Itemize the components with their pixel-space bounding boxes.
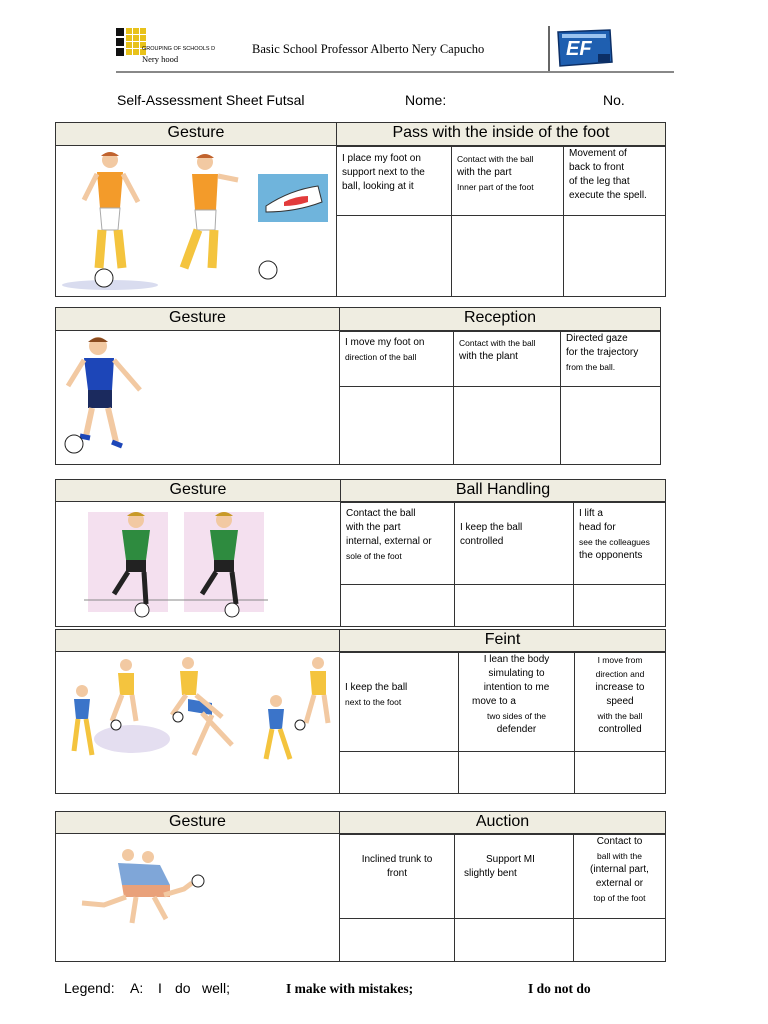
pass-gesture-header xyxy=(55,122,337,146)
feint-answer-2[interactable] xyxy=(458,751,575,794)
legend-b: I make with mistakes; xyxy=(286,981,414,996)
handling-c3-line: see the colleagues xyxy=(579,537,650,547)
feint-title-header xyxy=(339,629,666,652)
handling-title-header xyxy=(340,479,666,502)
auction-c3-line: Contact to xyxy=(596,836,643,847)
auction-c3-line: external or xyxy=(595,878,644,889)
pass-answer-1[interactable] xyxy=(336,215,452,297)
pass-illustration xyxy=(60,150,332,292)
pass-c3-line: of the leg that xyxy=(569,176,630,187)
pass-c1-line: support next to the xyxy=(342,167,425,178)
handling-gesture-label: Gesture xyxy=(169,481,227,498)
feint-c2-line: I lean the body xyxy=(483,654,550,665)
auction-c1-line: front xyxy=(386,868,407,879)
reception-c3-line: from the ball. xyxy=(566,362,616,372)
legend-a-word: well; xyxy=(202,980,231,996)
sheet-title: Self-Assessment Sheet Futsal xyxy=(117,92,305,108)
pass-answer-2[interactable] xyxy=(451,215,564,297)
reception-gesture-label: Gesture xyxy=(169,309,226,326)
pass-c1-line: I place my foot on xyxy=(342,153,421,164)
pass-c3-line: Movement of xyxy=(569,148,627,159)
feint-c1-line: I keep the ball xyxy=(345,682,408,693)
pass-criterion-1 xyxy=(336,146,452,216)
auction-c3-line: ball with the xyxy=(597,851,642,861)
feint-illustration xyxy=(62,655,334,767)
school-logo-subtext: Nery hood xyxy=(142,54,179,64)
handling-c2-line: controlled xyxy=(460,536,504,547)
reception-answer-3[interactable] xyxy=(560,386,661,465)
feint-c2-line: move to a xyxy=(472,696,516,707)
auction-answer-2[interactable] xyxy=(454,918,574,962)
auction-criterion-3 xyxy=(573,834,666,919)
handling-criterion-3 xyxy=(573,502,666,585)
name-label: Nome: xyxy=(405,92,447,108)
pass-title-header xyxy=(336,122,666,146)
auction-c3-line: top of the foot xyxy=(593,893,646,903)
handling-illustration xyxy=(84,508,268,620)
handling-c2-line: I keep the ball xyxy=(460,522,523,533)
feint-c3-line: with the ball xyxy=(597,711,643,721)
auction-answer-1[interactable] xyxy=(339,918,455,962)
number-label: No. xyxy=(603,92,625,108)
auction-criterion-1 xyxy=(339,834,455,919)
ef-logo-text: EF xyxy=(566,38,592,60)
header-divider xyxy=(548,26,550,72)
auction-c2-line: Support MI xyxy=(486,854,535,865)
handling-c1-line: with the part xyxy=(346,522,401,533)
pass-player-1 xyxy=(84,152,138,287)
auction-c2-line: slightly bent xyxy=(464,868,517,879)
legend-a-word: do xyxy=(175,980,191,996)
reception-c1-line: direction of the ball xyxy=(345,352,417,362)
reception-gesture-header xyxy=(55,307,340,331)
school-title: Basic School Professor Alberto Nery Capucho xyxy=(252,42,485,56)
auction-c3-line: (internal part, xyxy=(590,864,649,875)
pass-gesture-label: Gesture xyxy=(167,124,225,141)
ef-logo xyxy=(556,28,614,68)
pass-answer-3[interactable] xyxy=(563,215,666,297)
reception-answer-2[interactable] xyxy=(453,386,561,465)
auction-answer-3[interactable] xyxy=(573,918,666,962)
auction-gesture-header xyxy=(55,811,340,834)
handling-c3-line: head for xyxy=(579,522,616,533)
pass-c2-line: Inner part of the foot xyxy=(457,182,534,192)
pass-c2-line: Contact with the ball xyxy=(457,154,534,164)
feint-c3-line: increase to xyxy=(595,682,645,693)
feint-c3-line: speed xyxy=(606,696,634,707)
feint-c2-line: intention to me xyxy=(483,682,550,693)
feint-c3-line: controlled xyxy=(598,724,642,735)
feint-c3-line: I move from xyxy=(597,655,643,665)
legend-c: I do not do xyxy=(528,981,591,996)
pass-criterion-3 xyxy=(563,146,666,216)
handling-c1-line: sole of the foot xyxy=(346,551,402,561)
pass-c3-line: execute the spell. xyxy=(569,190,647,201)
reception-answer-1[interactable] xyxy=(339,386,454,465)
handling-criterion-1 xyxy=(340,502,455,585)
auction-c1-line: Inclined trunk to xyxy=(361,854,433,865)
handling-c1-line: internal, external or xyxy=(346,536,432,547)
feint-answer-3[interactable] xyxy=(574,751,666,794)
feint-c2-line: simulating to xyxy=(488,668,545,679)
reception-title: Reception xyxy=(463,309,537,326)
pass-c1-line: ball, looking at it xyxy=(342,181,414,192)
handling-c3-line: the opponents xyxy=(579,550,643,561)
auction-criterion-2 xyxy=(454,834,574,919)
handling-gesture-header xyxy=(55,479,341,502)
auction-title-header xyxy=(339,811,666,834)
handling-answer-1[interactable] xyxy=(340,584,455,627)
auction-illustration xyxy=(74,845,214,929)
legend-label: Legend: xyxy=(64,980,115,996)
feint-criterion-2 xyxy=(458,652,575,752)
pass-title: Pass with the inside of the foot xyxy=(392,124,610,141)
handling-answer-2[interactable] xyxy=(454,584,574,627)
feint-c3-line: direction and xyxy=(595,669,645,679)
feint-c2-line: defender xyxy=(496,724,537,735)
auction-title: Auction xyxy=(475,813,530,830)
pass-c2-line: with the part xyxy=(457,167,512,178)
auction-gesture-label: Gesture xyxy=(169,813,226,830)
feint-gesture-header xyxy=(55,629,340,652)
handling-c1-line: Contact the ball xyxy=(346,508,416,519)
reception-criterion-1 xyxy=(339,331,454,387)
pass-criterion-2 xyxy=(451,146,564,216)
feint-title: Feint xyxy=(484,631,521,648)
handling-c3-line: I lift a xyxy=(579,508,603,519)
reception-c2-line: with the plant xyxy=(459,351,518,362)
pass-c3-line: back to front xyxy=(569,162,625,173)
reception-title-header xyxy=(339,307,661,331)
school-logo xyxy=(116,28,220,66)
handling-criterion-2 xyxy=(454,502,574,585)
feint-criterion-1 xyxy=(339,652,459,752)
legend-a: A: xyxy=(130,980,144,996)
feint-answer-1[interactable] xyxy=(339,751,459,794)
reception-c3-line: for the trajectory xyxy=(566,347,639,358)
reception-c2-line: Contact with the ball xyxy=(459,338,536,348)
feint-c2-line: two sides of the xyxy=(486,711,547,721)
reception-c3-line: Directed gaze xyxy=(566,333,628,344)
reception-illustration xyxy=(60,334,335,461)
legend-a-word: I xyxy=(158,980,162,996)
feint-c1-line: next to the foot xyxy=(345,697,402,707)
reception-criterion-3 xyxy=(560,331,661,387)
header-rule xyxy=(116,71,674,73)
reception-criterion-2 xyxy=(453,331,561,387)
handling-title: Ball Handling xyxy=(455,481,551,498)
school-logo-text: GROUPING OF SCHOOLS D xyxy=(142,46,216,52)
reception-c1-line: I move my foot on xyxy=(345,337,425,348)
handling-answer-3[interactable] xyxy=(573,584,666,627)
feint-criterion-3 xyxy=(574,652,666,752)
